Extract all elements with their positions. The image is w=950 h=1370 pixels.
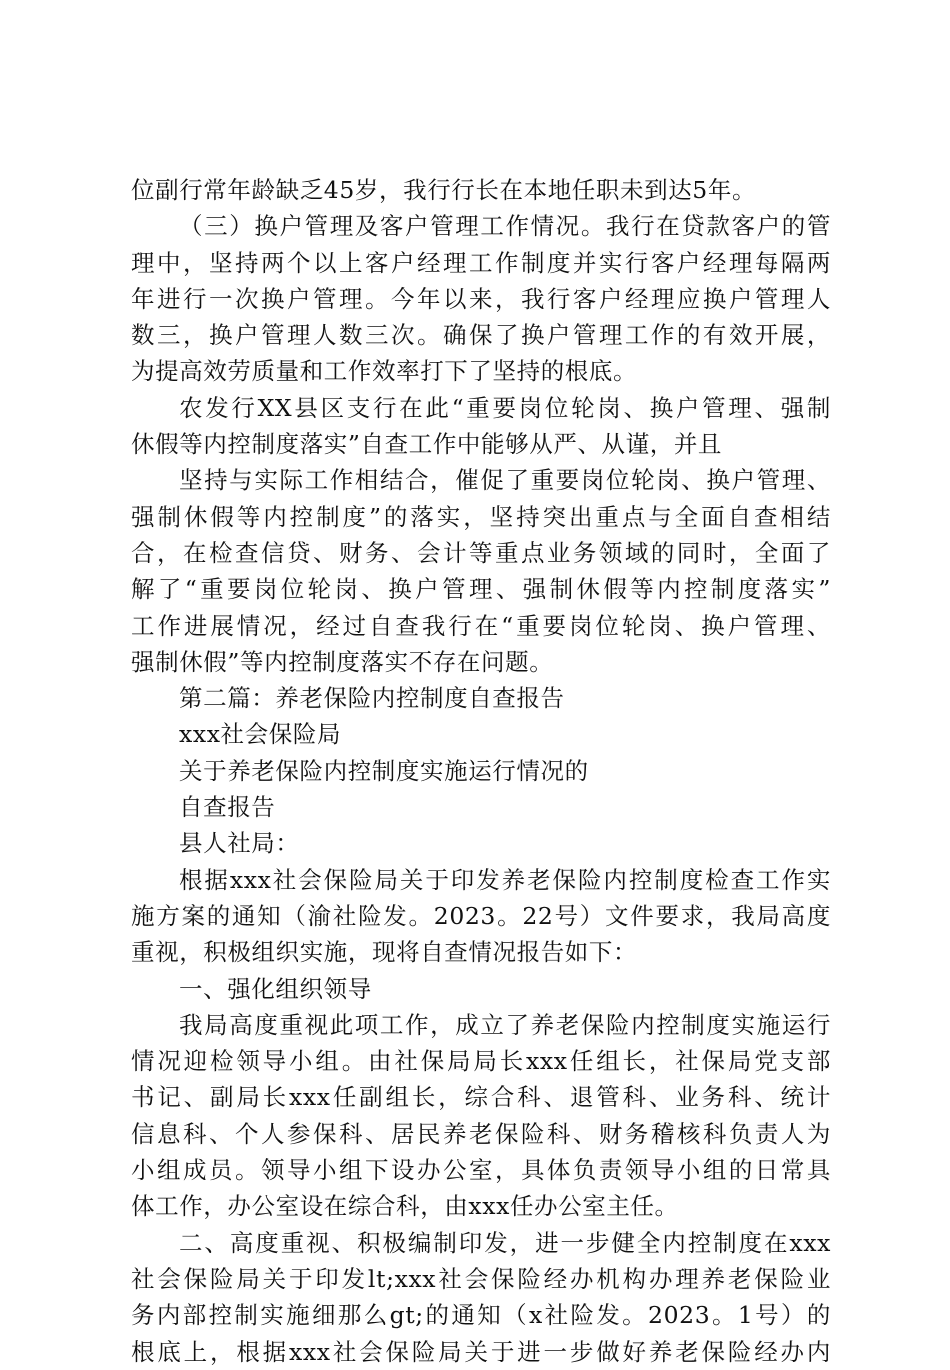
- text-line: 根据xxx社会保险局关于印发养老保险内控制度检查工作实: [179, 865, 831, 894]
- text-line: 务内部控制实施细那么gt;的通知（x社险发。2023。1号）的: [131, 1301, 831, 1330]
- text-line: 位副行常年龄缺乏45岁，我行行长在本地任职未到达5年。: [131, 176, 757, 204]
- text-line: xxx社会保险局: [179, 720, 342, 749]
- text-line: 县人社局：: [179, 829, 300, 858]
- text-line: 强制休假”等内控制度落实不存在问题。: [131, 647, 554, 676]
- text-line: 施方案的通知（渝社险发。2023。22号）文件要求，我局高度: [131, 901, 831, 930]
- text-line: 数三，换户管理人数三次。确保了换户管理工作的有效开展，: [131, 321, 831, 350]
- text-line: 重视，积极组织实施，现将自查情况报告如下：: [131, 938, 638, 967]
- text-line: 年进行一次换户管理。今年以来，我行客户经理应换户管理人: [131, 284, 831, 313]
- text-line: 二、高度重视、积极编制印发，进一步健全内控制度在xxx: [179, 1228, 831, 1257]
- text-line: 信息科、个人参保科、居民养老保险科、财务稽核科负责人为: [131, 1119, 831, 1148]
- text-line: 情况迎检领导小组。由社保局局长xxx任组长，社保局党支部: [131, 1047, 831, 1076]
- text-line: 关于养老保险内控制度实施运行情况的: [179, 756, 589, 785]
- text-line: 小组成员。领导小组下设办公室，具体负责领导小组的日常具: [131, 1156, 831, 1185]
- text-line: 坚持与实际工作相结合，催促了重要岗位轮岗、换户管理、: [179, 466, 831, 495]
- text-line: 为提高效劳质量和工作效率打下了坚持的根底。: [131, 357, 638, 386]
- text-line: 根底上，根据xxx社会保险局关于进一步做好养老保险经办内: [131, 1337, 831, 1366]
- text-line: （三）换户管理及客户管理工作情况。我行在贷款客户的管: [179, 212, 831, 241]
- text-line: 自查报告: [179, 793, 276, 822]
- text-line: 休假等内控制度落实”自查工作中能够从严、从谨，并且: [131, 430, 723, 459]
- text-line: 工作进展情况，经过自查我行在“重要岗位轮岗、换户管理、: [131, 611, 831, 640]
- text-line: 我局高度重视此项工作，成立了养老保险内控制度实施运行: [179, 1010, 831, 1039]
- text-line: 第二篇：养老保险内控制度自查报告: [179, 684, 565, 713]
- document-body: [131, 172, 831, 1370]
- text-line: 体工作，办公室设在综合科，由xxx任办公室主任。: [131, 1192, 679, 1221]
- text-line: 理中，坚持两个以上客户经理工作制度并实行客户经理每隔两: [131, 248, 831, 277]
- text-line: 一、强化组织领导: [179, 974, 372, 1003]
- text-line: 合，在检查信贷、财务、会计等重点业务领域的同时，全面了: [131, 538, 831, 567]
- text-line: 农发行XX县区支行在此“重要岗位轮岗、换户管理、强制: [179, 393, 831, 422]
- text-line: 解了“重要岗位轮岗、换户管理、强制休假等内控制度落实”: [131, 575, 831, 604]
- text-line: 社会保险局关于印发lt;xxx社会保险经办机构办理养老保险业: [131, 1264, 831, 1293]
- text-line: 强制休假等内控制度”的落实，坚持突出重点与全面自查相结: [131, 502, 831, 531]
- text-line: 书记、副局长xxx任副组长，综合科、退管科、业务科、统计: [131, 1083, 831, 1112]
